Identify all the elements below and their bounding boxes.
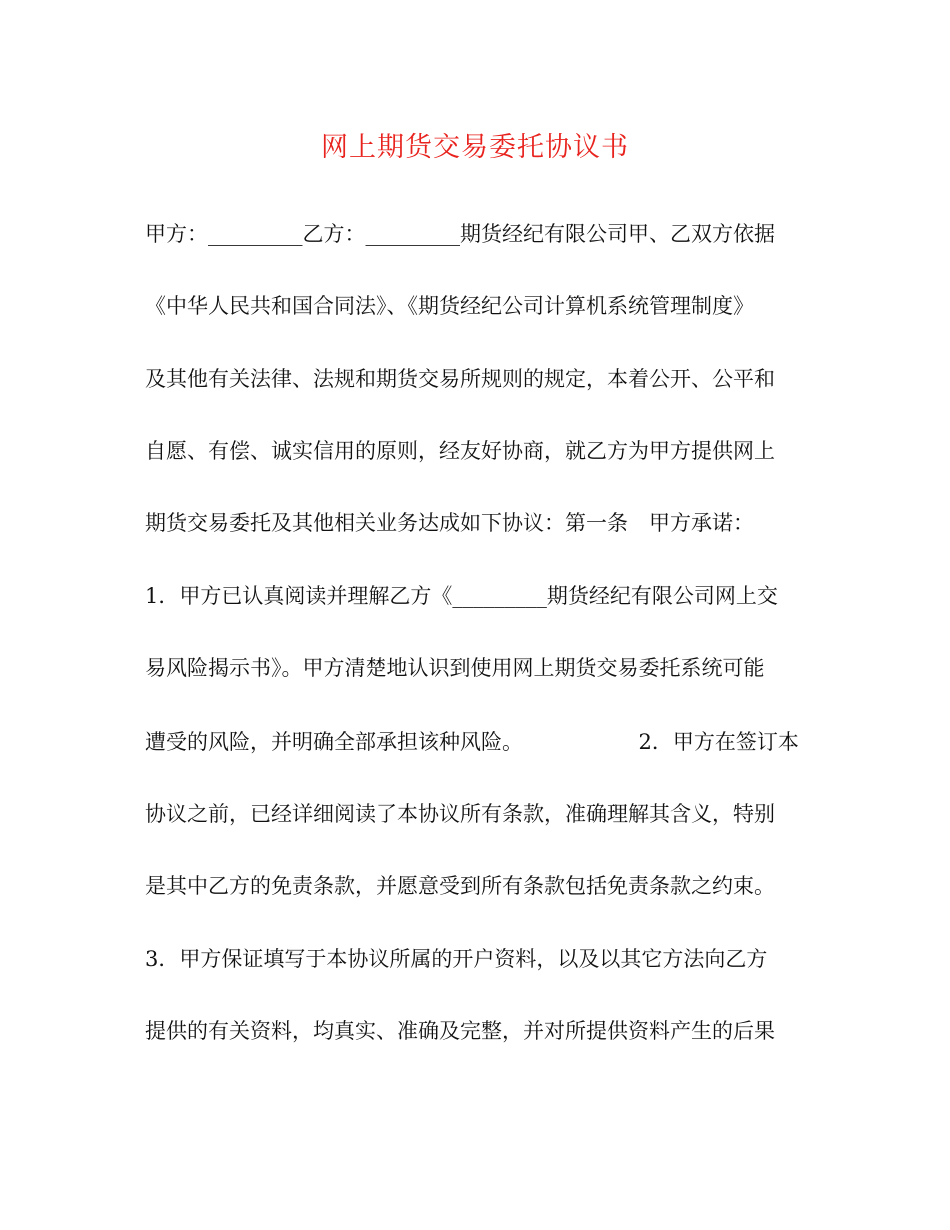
- body-line: 遭受的风险，并明确全部承担该种风险。 2．甲方在签订本: [145, 730, 799, 754]
- body-line: 提供的有关资料，均真实、准确及完整，并对所提供资料产生的后果: [145, 1019, 775, 1043]
- body-line: 是其中乙方的免责条款，并愿意受到所有条款包括免责条款之约束。: [145, 874, 775, 898]
- body-line: 自愿、有偿、诚实信用的原则，经友好协商，就乙方为甲方提供网上: [145, 439, 775, 463]
- body-line: 1．甲方已认真阅读并理解乙方《_________期货经纪有限公司网上交: [145, 584, 778, 608]
- body-line: 协议之前，已经详细阅读了本协议所有条款，准确理解其含义，特别: [145, 802, 775, 826]
- body-line: 甲方：_________乙方：_________期货经纪有限公司甲、乙双方依据: [145, 222, 775, 246]
- body-line: 及其他有关法律、法规和期货交易所规则的规定，本着公开、公平和: [145, 367, 775, 391]
- body-line: 《中华人民共和国合同法》、《期货经纪公司计算机系统管理制度》: [145, 294, 754, 318]
- body-line: 易风险揭示书》。甲方清楚地认识到使用网上期货交易委托系统可能: [145, 656, 765, 680]
- body-line: 3．甲方保证填写于本协议所属的开户资料，以及以其它方法向乙方: [145, 947, 768, 971]
- document-title: 网上期货交易委托协议书: [321, 132, 629, 163]
- body-line: 期货交易委托及其他相关业务达成如下协议：第一条 甲方承诺：: [145, 511, 754, 535]
